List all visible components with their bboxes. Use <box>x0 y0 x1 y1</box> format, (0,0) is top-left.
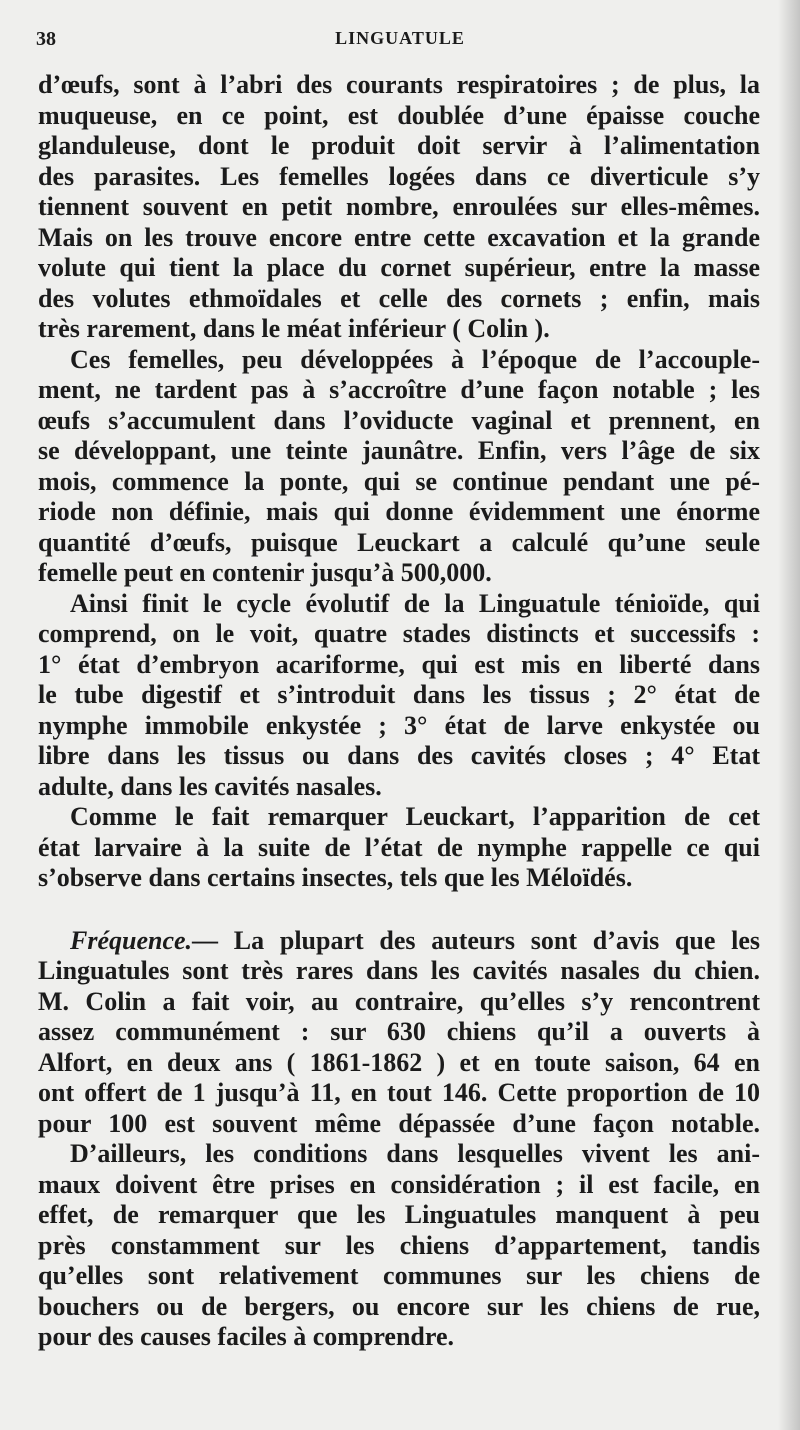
text-line: s’observe dans certains insectes, tels que les Méloïdés. <box>38 863 633 892</box>
text-line: maux doivent être prises en considération ; il est facile, en <box>38 1169 760 1199</box>
text-line: bouchers ou de bergers, ou encore sur les chiens de rue, <box>38 1291 760 1321</box>
section-gap <box>38 894 760 926</box>
running-title: LINGUATULE <box>335 28 465 48</box>
text-line: très rarement, dans le méat inférieur ( Colin ). <box>38 314 550 343</box>
paragraph-1 <box>38 70 760 345</box>
paragraph-4 <box>38 802 760 894</box>
text-line: nymphe immobile enkystée ; 3° état de larve enkystée ou <box>38 710 760 740</box>
text-line: Mais on les trouve encore entre cette excavation et la grande <box>38 222 760 252</box>
text-line <box>38 926 760 957</box>
text-line: état larvaire à la suite de l’état de nymphe rappelle ce qui <box>38 832 760 862</box>
text-line: quantité d’œufs, puisque Leuckart a calculé qu’une seule <box>38 527 760 557</box>
text-line: Ces femelles, peu développées à l’époque de l’accouple- <box>70 344 760 374</box>
text-line: tiennent souvent en petit nombre, enroulées sur elles-mêmes. <box>38 192 760 221</box>
text-line: Ainsi finit le cycle évolutif de la Linguatule ténioïde, qui <box>70 588 760 618</box>
text-line: ment, ne tardent pas à s’accroître d’une façon notable ; les <box>38 375 760 404</box>
text-line: se développant, une teinte jaunâtre. Enfin, vers l’âge de six <box>38 436 760 465</box>
page-header <box>36 28 764 60</box>
text-line: riode non définie, mais qui donne évidemment une énorme <box>38 497 760 526</box>
page-edge-shadow <box>778 0 800 1430</box>
paragraph-3 <box>38 589 760 803</box>
text-line: près constamment sur les chiens d’appartement, tandis <box>38 1230 760 1260</box>
section-lead: Fréquence. <box>70 925 193 955</box>
text-line: femelle peut en contenir jusqu’à 500,000. <box>38 558 492 587</box>
text-line: M. Colin a fait voir, au contraire, qu’elles s’y rencontrent <box>38 986 760 1016</box>
text-line: mois, commence la ponte, qui se continue pendant une pé- <box>38 466 760 496</box>
text-line: œufs s’accumulent dans l’oviducte vaginal et prennent, en <box>38 405 760 435</box>
text-line: qu’elles sont relativement communes sur les chiens de <box>38 1261 760 1290</box>
text-line: D’ailleurs, les conditions dans lesquelles vivent les ani- <box>70 1139 760 1168</box>
text-line: des volutes ethmoïdales et celle des cornets ; enfin, mais <box>38 283 760 313</box>
text-line: pour 100 est souvent même dépassée d’une façon notable. <box>38 1108 760 1138</box>
text-line: Linguatules sont très rares dans les cavités nasales du chien. <box>38 956 760 985</box>
paragraph-2 <box>38 345 760 589</box>
text-line: adulte, dans les cavités nasales. <box>38 771 382 801</box>
text-line: comprend, on le voit, quatre stades distincts et successifs : <box>38 619 760 648</box>
section-lead-rest: — La plupart des auteurs sont d’avis que les <box>192 925 760 955</box>
text-line: 1° état d’embryon acariforme, qui est mis en liberté dans <box>38 649 760 679</box>
text-line: Comme le fait remarquer Leuckart, l’apparition de cet <box>70 802 760 831</box>
text-line: libre dans les tissus ou dans des cavités closes ; 4° Etat <box>38 741 760 770</box>
text-line: des parasites. Les femelles logées dans ce diverticule s’y <box>38 161 760 191</box>
text-line: d’œufs, sont à l’abri des courants respiratoires ; de plus, la <box>38 70 760 99</box>
text-line: volute qui tient la place du cornet supérieur, entre la masse <box>38 253 760 282</box>
text-line: le tube digestif et s’introduit dans les tissus ; 2° état de <box>38 680 760 709</box>
text-line: Alfort, en deux ans ( 1861-1862 ) et en toute saison, 64 en <box>38 1047 760 1077</box>
paragraph-6 <box>38 1139 760 1353</box>
text-line: assez communément : sur 630 chiens qu’il a ouverts à <box>38 1017 760 1046</box>
text-line: pour des causes faciles à comprendre. <box>38 1322 454 1351</box>
body-text <box>38 70 760 1353</box>
text-line: glanduleuse, dont le produit doit servir à l’alimentation <box>38 131 760 160</box>
page-number: 38 <box>36 28 56 50</box>
text-line: ont offert de 1 jusqu’à 11, en tout 146. Cette proportion de 10 <box>38 1078 760 1107</box>
text-line: effet, de remarquer que les Linguatules manquent à peu <box>38 1200 760 1229</box>
paragraph-frequence <box>38 926 760 1140</box>
text-line: muqueuse, en ce point, est doublée d’une épaisse couche <box>38 100 760 130</box>
